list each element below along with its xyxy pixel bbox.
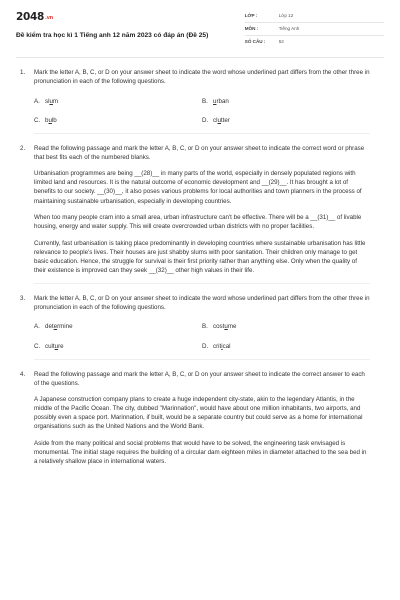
question-1 bbox=[16, 68, 384, 134]
option-letter: A. bbox=[34, 97, 40, 105]
option-d[interactable] bbox=[202, 342, 370, 351]
meta-row-count bbox=[245, 36, 384, 49]
option-d[interactable] bbox=[202, 116, 370, 125]
question-number: 1. bbox=[20, 69, 26, 76]
question-body bbox=[34, 294, 384, 360]
question-4 bbox=[16, 370, 384, 474]
word-part: cost bbox=[213, 323, 225, 331]
underlined-part: u bbox=[49, 97, 53, 105]
underlined-part: u bbox=[54, 342, 59, 350]
answer-options bbox=[34, 93, 370, 128]
word-part: sl bbox=[45, 97, 50, 105]
question-number: 3. bbox=[20, 294, 26, 302]
question-instruction: Read the following passage and mark the letter A, B, C, or D on your answer sheet to indicate the correct answer to each of the questions. bbox=[34, 370, 365, 388]
word-part: re bbox=[58, 342, 64, 350]
underlined-part: e bbox=[53, 323, 58, 331]
underlined-part: u bbox=[224, 323, 228, 331]
word-part: tter bbox=[220, 116, 230, 124]
meta-value: Lớp 12 bbox=[278, 12, 294, 18]
option-b[interactable] bbox=[202, 97, 370, 106]
word-part: b bbox=[45, 116, 49, 124]
reading-passage bbox=[34, 169, 370, 276]
meta-key: MÔN : bbox=[244, 25, 259, 31]
document-header bbox=[16, 10, 384, 58]
word-part: rmine bbox=[57, 323, 73, 331]
option-word bbox=[45, 116, 57, 125]
option-word bbox=[213, 322, 236, 331]
option-word bbox=[45, 342, 64, 351]
meta-row-class bbox=[245, 10, 384, 23]
option-c[interactable] bbox=[34, 342, 202, 351]
meta-value: Tiếng Anh bbox=[278, 25, 300, 31]
option-letter: C. bbox=[34, 116, 41, 124]
option-letter: D. bbox=[202, 116, 209, 124]
question-body bbox=[34, 370, 384, 474]
underlined-part: u bbox=[48, 116, 52, 124]
document-title: Đề kiểm tra học kì 1 Tiếng anh 12 năm 2023 có đáp án (Đề 25) bbox=[16, 31, 209, 39]
underlined-part: u bbox=[217, 116, 221, 124]
option-word bbox=[213, 342, 231, 351]
option-word bbox=[45, 322, 73, 331]
question-divider bbox=[34, 283, 370, 284]
meta-value: 52 bbox=[278, 39, 284, 45]
underlined-part: i bbox=[221, 342, 223, 350]
option-word bbox=[213, 116, 230, 125]
reading-passage bbox=[34, 395, 370, 467]
site-logo[interactable] bbox=[16, 10, 245, 26]
meta-row-subject bbox=[245, 23, 384, 36]
meta-key: SỐ CÂU : bbox=[244, 39, 266, 45]
option-a[interactable] bbox=[34, 322, 202, 331]
option-letter: D. bbox=[202, 342, 209, 350]
question-body bbox=[34, 68, 384, 134]
option-word bbox=[213, 97, 229, 106]
meta-table bbox=[245, 10, 384, 49]
underlined-part: u bbox=[213, 97, 217, 105]
question-2 bbox=[16, 144, 384, 284]
word-part: lb bbox=[51, 116, 57, 124]
option-letter: B. bbox=[202, 97, 208, 105]
question-divider bbox=[34, 359, 370, 360]
question-divider bbox=[34, 133, 370, 134]
logo-text: 2048 bbox=[16, 11, 45, 23]
question-number: 4. bbox=[20, 370, 26, 378]
question-number: 2. bbox=[20, 145, 26, 153]
passage-paragraph: Urbanisation programmes are being __(28)__ in many parts of the world, especially in densely populated regions with limited land and resources. It is the natural outcome of economic development and __(29)__. It has brought a lot of benefits to our society. __(30)__, it also poses various problems for local authorities and town planners in the process of maintaining sustainable urbanisation, especially in developing countries. bbox=[34, 169, 362, 205]
word-part: det bbox=[45, 323, 54, 331]
question-instruction: Read the following passage and mark the letter A, B, C, or D on your answer sheet to indicate the correct word or phrase that best fits each of the numbered blanks. bbox=[34, 145, 365, 162]
question-body bbox=[34, 144, 384, 284]
option-a[interactable] bbox=[34, 97, 202, 106]
question-instruction: Mark the letter A, B, C, or D on your answer sheet to indicate the word whose underlined part differs from the other three in pronunciation in each of the following questions. bbox=[34, 69, 370, 86]
option-letter: C. bbox=[34, 342, 41, 350]
word-part: cult bbox=[45, 342, 55, 350]
answer-options bbox=[34, 318, 370, 353]
option-word bbox=[45, 97, 58, 106]
word-part: crit bbox=[213, 342, 222, 350]
passage-paragraph: Aside from the many political and social problems that would have to be solved, the engineering task envisaged is monumental. The initial stage requires the building of a circular dam eighteen miles in diameter attached to the sea bed in a relatively shallow place in international waters. bbox=[34, 439, 367, 466]
meta-key: LỚP : bbox=[244, 12, 258, 18]
passage-paragraph: Currently, fast urbanisation is taking place predominantly in developing countries where sustainable urbanisation has little relevance to people's lives. Their houses are just shabby slums with poor sanitation. Their children only manage to get basic education. Hence, the struggle for survival is their first priority rather than anything else. Only when the quality of their existence is improved can they seek __(32)__ other high values in their life. bbox=[34, 239, 366, 275]
passage-paragraph: When too many people cram into a small area, urban infrastructure can't be effective. There will be a __(31)__ of livable housing, energy and water supply. This will create overcrowded urban districts with no proper facilities. bbox=[34, 213, 362, 231]
passage-paragraph: A Japanese construction company plans to create a huge independent city-state, akin to the legendary Atlantis, in the middle of the Pacific Ocean. The city, dubbed "Marinnation", would have about one million inhabitants, two airports, and possibly even a space port. Marinnation, if built, would be a separate country but could serve as a home for international organisations such as the United Nations and the World Bank. bbox=[34, 395, 363, 431]
word-part: cl bbox=[213, 116, 218, 124]
header-left bbox=[16, 10, 245, 49]
question-3 bbox=[16, 294, 384, 360]
word-part: cal bbox=[222, 342, 231, 350]
option-letter: A. bbox=[34, 323, 40, 331]
question-instruction: Mark the letter A, B, C, or D on your answer sheet to indicate the word whose underlined part differs from the other three in pronunciation in each of the following questions. bbox=[34, 294, 370, 312]
option-b[interactable] bbox=[202, 322, 370, 331]
word-part: rban bbox=[216, 97, 229, 105]
word-part: m bbox=[52, 97, 59, 105]
option-letter: B. bbox=[202, 323, 208, 331]
option-c[interactable] bbox=[34, 116, 202, 125]
logo-suffix: .vn bbox=[45, 15, 53, 21]
word-part: me bbox=[227, 323, 237, 331]
